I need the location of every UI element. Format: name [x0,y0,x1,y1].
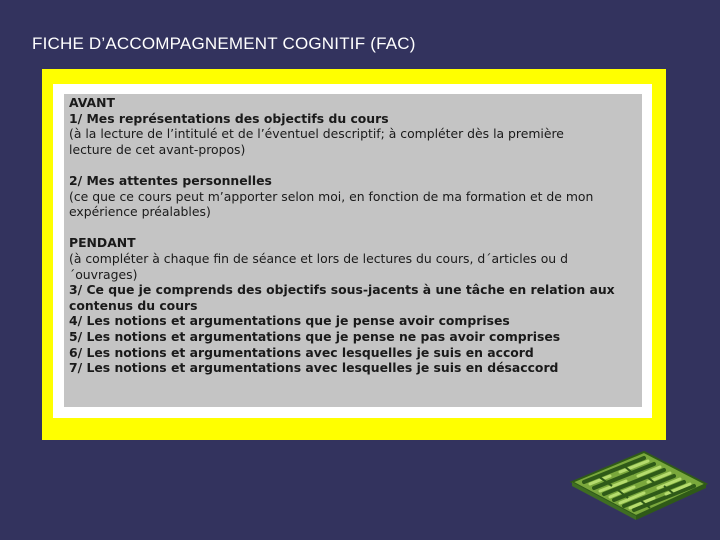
item-1-note-line-2: lecture de cet avant-propos) [69,141,246,157]
pendant-note-line-2: ´ouvrages) [69,266,138,282]
spacer [69,157,639,173]
item-3-line-2: contenus du cours [69,297,198,313]
spacer [69,220,639,236]
item-5: 5/ Les notions et argumentations que je pense ne pas avoir comprises [69,328,561,344]
item-1-note-line-1: (à la lecture de l’intitulé et de l’éventuel descriptif; à compléter dès la première [69,126,564,142]
section-heading-avant: AVANT [69,95,115,110]
item-2-title: 2/ Mes attentes personnelles [69,172,272,188]
item-1-title: 1/ Mes représentations des objectifs du cours [69,110,389,126]
item-2-note-line-2: expérience préalables) [69,204,211,220]
item-2-note-line-1: (ce que ce cours peut m’apporter selon moi, en fonction de ma formation et de mon [69,188,594,204]
item-3-line-1: 3/ Ce que je comprends des objectifs sous-jacents à une tâche en relation aux [69,282,615,298]
document-content [69,95,639,376]
item-6: 6/ Les notions et argumentations avec lesquelles je suis en accord [69,344,534,360]
pendant-note-line-1: (à compléter à chaque fin de séance et lors de lectures du cours, d´articles ou d [69,250,568,266]
item-4: 4/ Les notions et argumentations que je pense avoir comprises [69,313,510,329]
slide-title: FICHE D’ACCOMPAGNEMENT COGNITIF (FAC) [32,34,416,53]
green-maze-icon [564,446,712,522]
item-7: 7/ Les notions et argumentations avec lesquelles je suis en désaccord [69,360,559,376]
section-heading-pendant: PENDANT [69,235,136,251]
